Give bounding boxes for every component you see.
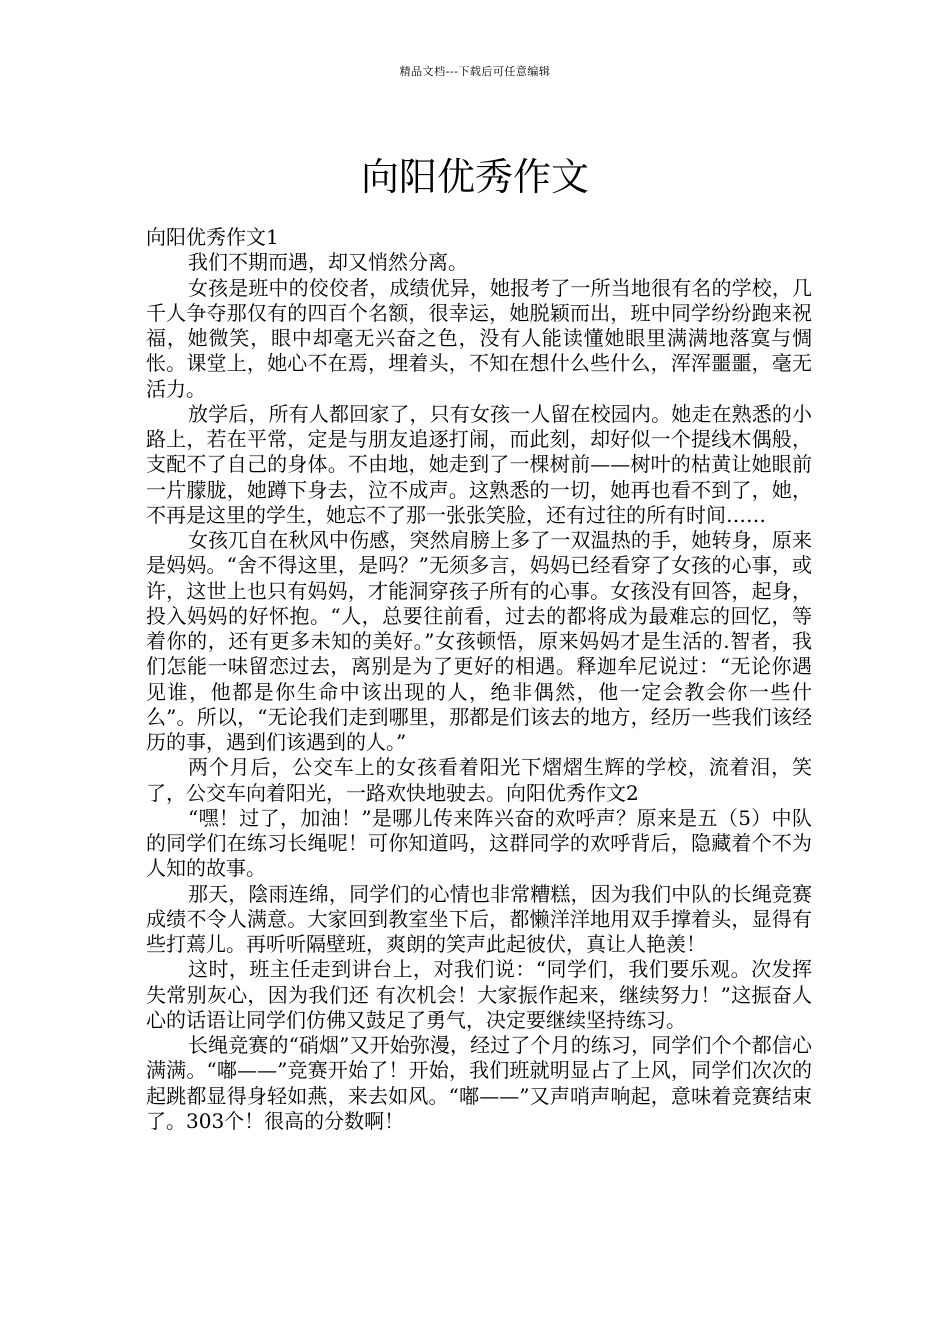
paragraph: 长绳竞赛的“硝烟”又开始弥漫，经过了个月的练习，同学们个个都信心满满。“嘟——”竞赛开始了！开始，我们班就明显占了上风，同学们次次的起跳都显得身轻如燕，来去如风。“嘟——”又声哨声响起，意味着竞赛结束了。303个！很高的分数啊！ [146,1033,812,1133]
essay-subtitle: 向阳优秀作文1 [146,225,279,249]
paragraph: “嘿！过了，加油！”是哪儿传来阵兴奋的欢呼声？原来是五（5）中队的同学们在练习长绳呢！可你知道吗，这群同学的欢呼背后，隐藏着个不为人知的故事。 [146,805,812,881]
paragraph: 我们不期而遇，却又悄然分离。 [188,250,468,275]
paragraph: 那天，陰雨连绵，同学们的心情也非常糟糕，因为我们中队的长绳竞赛成绩不令人满意。大家回到教室坐下后，都懒洋洋地用双手撑着头，显得有些打蔫儿。再听听隔壁班，爽朗的笑声此起彼伏，真让人艳羡！ [146,881,812,956]
essay-body [146,225,812,1134]
header-note: 精品文档---下载后可任意编辑 [399,65,551,78]
paragraph: 放学后，所有人都回家了，只有女孩一人留在校园内。她走在熟悉的小路上，若在平常，定是与朋友追逐打闹，而此刻，却好似一个提线木偶般，支配不了自己的身体。不由地，她走到了一棵树前——树叶的枯黄让她眼前一片朦胧，她蹲下身去，泣不成声。这熟悉的一切，她再也看不到了，她，不再是这里的学生，她忘不了那一张张笑脸，还有过往的所有时间…… [146,401,812,527]
document-title: 向阳优秀作文 [360,155,589,200]
paragraph: 两个月后，公交车上的女孩看着阳光下熠熠生辉的学校，流着泪，笑了，公交车向着阳光，一路欢快地驶去。向阳优秀作文2 [146,755,812,805]
paragraph: 这时，班主任走到讲台上，对我们说：“同学们，我们要乐观。次发挥失常别灰心，因为我们还 有次机会！大家振作起来，继续努力！”这振奋人心的话语让同学们仿佛又鼓足了勇气，决定要继续坚持练习。 [146,957,812,1032]
paragraph: 女孩兀自在秋风中伤感，突然肩膀上多了一双温热的手，她转身，原来是妈妈。“舍不得这里，是吗？”无须多言，妈妈已经看穿了女孩的心事，或许，这世上也只有妈妈，才能洞穿孩子所有的心事。女孩没有回答，起身，投入妈妈的好怀抱。“人，总要往前看，过去的都将成为最难忘的回忆，等着你的，还有更多未知的美好。”女孩顿悟，原来妈妈才是生活的.智者，我们怎能一味留恋过去，离别是为了更好的相遇。释迦牟尼说过：“无论你遇见谁，他都是你生命中该出现的人，绝非偶然，他一定会教会你一些什么”。所以，“无论我们走到哪里，那都是们该去的地方，经历一些我们该经历的事，遇到们该遇到的人。” [146,528,812,754]
paragraph: 女孩是班中的佼佼者，成绩优异，她报考了一所当地很有名的学校，几千人争夺那仅有的四百个名额，很幸运，她脱颖而出，班中同学纷纷跑来祝福，她微笑，眼中却毫无兴奋之色，没有人能读懂她眼里满满地落寞与惆怅。课堂上，她心不在焉，埋着头，不知在想什么些什么，浑浑噩噩，毫无活力。 [146,275,812,401]
